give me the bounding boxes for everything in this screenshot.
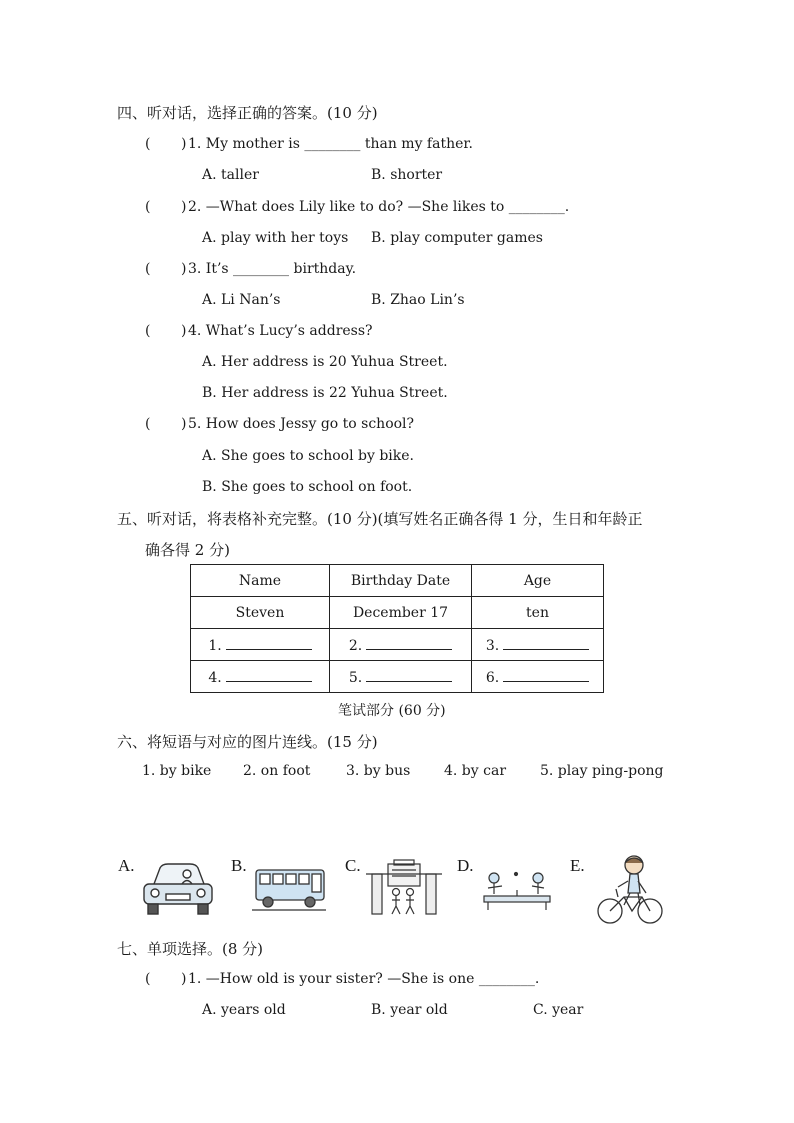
bus-picture bbox=[252, 864, 328, 914]
picture-label-c: C. bbox=[345, 856, 361, 875]
option-b: B. Zhao Lin’s bbox=[371, 292, 465, 308]
question-stem: 3. It’s ________ birthday. bbox=[188, 261, 357, 277]
phrase-1: 1. by bike bbox=[142, 763, 212, 779]
option-b: B. Her address is 22 Yuhua Street. bbox=[202, 385, 448, 401]
blank-cell[interactable] bbox=[191, 661, 330, 693]
picture-label-d: D. bbox=[457, 856, 474, 875]
blank-cell[interactable] bbox=[330, 629, 472, 661]
answer-paren-close: ) bbox=[181, 971, 187, 987]
table-header-row bbox=[191, 565, 604, 597]
phrase-3: 3. by bus bbox=[346, 763, 411, 779]
blank-line[interactable] bbox=[366, 667, 452, 682]
blank-number: 3. bbox=[485, 638, 500, 654]
section5-heading: 五、听对话，将表格补充完整。(10 分)(填写姓名正确各得 1 分，生日和年龄正 bbox=[117, 510, 643, 528]
blank-line[interactable] bbox=[366, 635, 452, 650]
question-stem: 5. How does Jessy go to school? bbox=[188, 416, 415, 432]
car-picture bbox=[140, 860, 216, 918]
answer-paren-open: ( bbox=[145, 199, 151, 215]
written-part-title: 笔试部分 (60 分) bbox=[338, 703, 446, 719]
phrase-5: 5. play ping-pong bbox=[540, 763, 664, 779]
phrase-4: 4. by car bbox=[444, 763, 507, 779]
cell-age: ten bbox=[472, 597, 604, 629]
blank-cell[interactable] bbox=[330, 661, 472, 693]
info-table bbox=[190, 564, 604, 693]
blank-number: 2. bbox=[348, 638, 363, 654]
blank-number: 5. bbox=[348, 670, 363, 686]
blank-cell[interactable] bbox=[472, 661, 604, 693]
cell-name: Steven bbox=[191, 597, 330, 629]
blank-line[interactable] bbox=[226, 667, 312, 682]
question-stem: 1. My mother is ________ than my father. bbox=[188, 136, 473, 152]
answer-paren-open: ( bbox=[145, 971, 151, 987]
blank-line[interactable] bbox=[503, 667, 589, 682]
answer-paren-open: ( bbox=[145, 261, 151, 277]
answer-paren-close: ) bbox=[181, 199, 187, 215]
option-b: B. play computer games bbox=[371, 230, 543, 246]
blank-number: 1. bbox=[208, 638, 222, 654]
answer-paren-close: ) bbox=[181, 261, 187, 277]
answer-paren-close: ) bbox=[181, 323, 187, 339]
picture-label-b: B. bbox=[231, 856, 247, 875]
answer-paren-open: ( bbox=[145, 416, 151, 432]
section7-heading: 七、单项选择。(8 分) bbox=[117, 940, 264, 958]
cell-birthday: December 17 bbox=[330, 597, 472, 629]
answer-paren-close: ) bbox=[181, 136, 187, 152]
ping-pong-picture bbox=[478, 864, 556, 914]
answer-paren-open: ( bbox=[145, 323, 151, 339]
option-a: A. She goes to school by bike. bbox=[202, 448, 414, 464]
option-a: A. Li Nan’s bbox=[202, 292, 281, 308]
option-a: A. Her address is 20 Yuhua Street. bbox=[202, 354, 448, 370]
section5-heading-cont: 确各得 2 分) bbox=[145, 541, 230, 559]
picture-label-a: A. bbox=[118, 856, 135, 875]
blank-line[interactable] bbox=[503, 635, 589, 650]
option-b: B. She goes to school on foot. bbox=[202, 479, 413, 495]
question-stem: 2. —What does Lily like to do? —She likes to ________. bbox=[188, 199, 570, 215]
table-row bbox=[191, 661, 604, 693]
blank-number: 6. bbox=[485, 670, 500, 686]
option-b: B. shorter bbox=[371, 167, 443, 183]
header-age: Age bbox=[472, 565, 604, 597]
section4-heading: 四、听对话，选择正确的答案。(10 分) bbox=[117, 104, 378, 122]
picture-label-e: E. bbox=[570, 856, 585, 875]
blank-number: 4. bbox=[208, 670, 222, 686]
blank-cell[interactable] bbox=[191, 629, 330, 661]
walking-picture bbox=[366, 858, 442, 918]
answer-paren-close: ) bbox=[181, 416, 187, 432]
question-stem: 4. What’s Lucy’s address? bbox=[188, 323, 373, 339]
table-row bbox=[191, 597, 604, 629]
blank-cell[interactable] bbox=[472, 629, 604, 661]
answer-paren-open: ( bbox=[145, 136, 151, 152]
bike-picture bbox=[594, 853, 666, 927]
option-a: A. play with her toys bbox=[202, 230, 349, 246]
header-name: Name bbox=[191, 565, 330, 597]
option-b: B. year old bbox=[371, 1002, 448, 1018]
section6-heading: 六、将短语与对应的图片连线。(15 分) bbox=[117, 733, 378, 751]
blank-line[interactable] bbox=[226, 635, 312, 650]
option-a: A. taller bbox=[202, 167, 259, 183]
table-row bbox=[191, 629, 604, 661]
question-stem: 1. —How old is your sister? —She is one ________. bbox=[188, 971, 540, 987]
phrase-2: 2. on foot bbox=[243, 763, 311, 779]
header-birthday: Birthday Date bbox=[330, 565, 472, 597]
option-a: A. years old bbox=[202, 1002, 286, 1018]
option-c: C. year bbox=[533, 1002, 584, 1018]
